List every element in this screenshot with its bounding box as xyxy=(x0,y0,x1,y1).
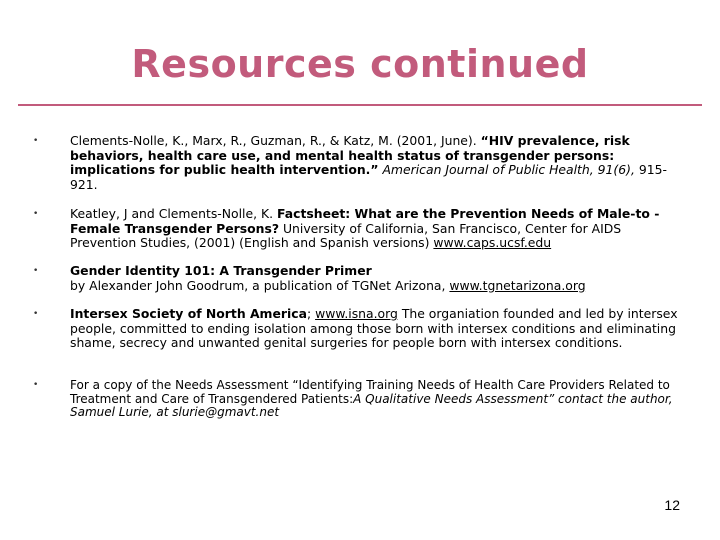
resource-link[interactable]: www.isna.org xyxy=(315,306,398,321)
resource-source: by Alexander John Goodrum, a publication of TGNet Arizona, xyxy=(70,277,450,293)
bullet: • xyxy=(33,380,39,390)
resource-item xyxy=(33,378,688,420)
slide-title: Resources continued xyxy=(131,42,589,86)
bullet: • xyxy=(33,309,39,319)
resource-pages: 915-921. xyxy=(70,162,667,192)
resource-title: Factsheet: What are the Prevention Needs of Male-to -Female Transgender Persons? xyxy=(70,206,660,236)
resource-authors: Keatley, J and Clements-Nolle, K. xyxy=(70,206,277,221)
resource-title: Intersex Society of North America xyxy=(70,306,307,321)
resource-item xyxy=(33,206,688,251)
bullet: • xyxy=(33,136,39,146)
title-divider xyxy=(18,104,702,106)
resource-separator: ; xyxy=(306,306,316,321)
resource-title: Gender Identity 101: A Transgender Primer xyxy=(70,263,372,278)
resource-title: “HIV prevalence, risk behaviors, health care use, and mental health status of transgender persons: implications for public health intervention.” xyxy=(70,133,630,177)
resource-authors: Clements-Nolle, K., Marx, R., Guzman, R., & Katz, M. (2001, June). xyxy=(70,133,481,148)
resource-description: The organiation founded and led by intersex people, committed to ending isolation among those born with intersex conditions and eliminating shame, secrecy and unwanted genital surgeries for people born with intersex conditions. xyxy=(70,306,678,350)
resource-journal: American Journal of Public Health, 91(6), xyxy=(378,162,635,177)
resource-item xyxy=(33,263,688,293)
bullet: • xyxy=(33,266,39,276)
resource-text: For a copy of the Needs Assessment “Identifying Training Needs of Health Care Providers Related to Treatment and Care of Transgendered Patients: xyxy=(70,378,670,406)
resource-link[interactable]: www.caps.ucsf.edu xyxy=(433,235,552,250)
resource-link[interactable]: www.tgnetarizona.org xyxy=(449,277,586,293)
page-number: 12 xyxy=(664,497,680,513)
bullet: • xyxy=(33,209,39,219)
resource-source: University of California, San Francisco, Center for AIDS Prevention Studies, (2001) (English and Spanish versions) xyxy=(70,220,622,250)
resource-italic-text: A Qualitative Needs Assessment” contact the author, Samuel Lurie, at slurie@gmavt.net xyxy=(70,391,673,420)
resource-item xyxy=(33,306,688,351)
resource-item xyxy=(33,133,688,192)
